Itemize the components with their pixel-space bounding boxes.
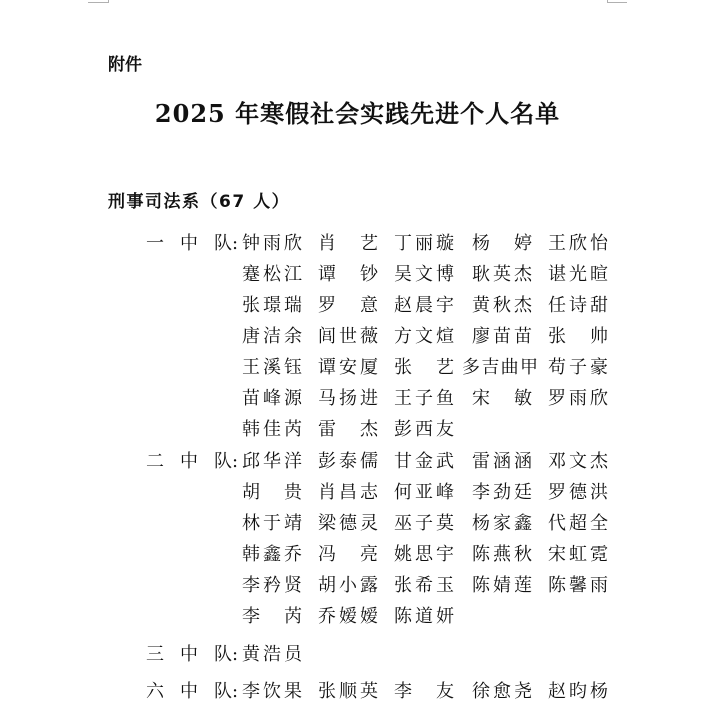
person-name: 闾世薇 [318,326,378,347]
person-name: 赵昀杨 [548,681,608,702]
crop-mark-top-left [88,2,108,3]
person-name: 肖 艺 [318,233,378,254]
crop-mark-top-right-vertical [607,0,608,3]
person-name: 张顺英 [318,681,378,702]
attachment-label: 附件 [108,55,142,75]
crop-mark-top-right [607,2,627,3]
person-name: 王溪钰 [242,357,302,378]
person-name: 杨家鑫 [472,513,532,534]
person-name: 杨 婷 [472,233,532,254]
person-name: 甘金武 [394,451,454,472]
crop-mark-top-left-vertical [108,0,109,3]
person-name: 黄秋杰 [472,295,532,316]
person-name: 韩鑫乔 [242,544,302,565]
person-name: 张 艺 [394,357,454,378]
person-name: 耿英杰 [472,264,532,285]
person-name: 谭 钞 [318,264,378,285]
person-name: 邓文杰 [548,451,608,472]
person-name: 李劲廷 [472,482,532,503]
person-name: 陈婧莲 [472,575,532,596]
page-title: 2025 年寒假社会实践先进个人名单 [154,99,561,128]
person-name: 蹇松江 [242,264,302,285]
person-name: 代超全 [548,513,608,534]
person-name: 韩佳芮 [242,419,302,440]
person-name: 苟子豪 [548,357,608,378]
person-name: 陈道妍 [394,606,454,627]
person-name: 张璟瑞 [242,295,302,316]
person-name: 吴文博 [394,264,454,285]
team-label: 二 中 队: [146,451,239,472]
person-name: 钟雨欣 [242,233,302,254]
person-name: 张希玉 [394,575,454,596]
person-name: 唐洁余 [242,326,302,347]
person-name: 罗雨欣 [548,388,608,409]
person-name: 乔嫒嫒 [318,606,378,627]
person-name: 彭泰儒 [318,451,378,472]
person-name: 冯 亮 [318,544,378,565]
person-name: 宋 敏 [472,388,532,409]
person-name: 胡 贵 [242,482,302,503]
person-name: 李 友 [394,681,454,702]
person-name: 肖昌志 [318,482,378,503]
person-name: 黄浩员 [242,644,302,665]
person-name: 宋虹霓 [548,544,608,565]
person-name: 多吉曲甲 [462,357,538,378]
person-name: 彭西友 [394,419,454,440]
person-name: 李 芮 [242,606,302,627]
person-name: 罗 意 [318,295,378,316]
person-name: 丁丽璇 [394,233,454,254]
person-name: 谭安厦 [318,357,378,378]
person-name: 陈燕秋 [472,544,532,565]
person-name: 张 帅 [548,326,608,347]
person-name: 苗峰源 [242,388,302,409]
person-name: 王欣怡 [548,233,608,254]
person-name: 陈馨雨 [548,575,608,596]
person-name: 廖苗苗 [472,326,532,347]
person-name: 李饮果 [242,681,302,702]
team-label: 三 中 队: [146,644,239,665]
person-name: 何亚峰 [394,482,454,503]
person-name: 马扬进 [318,388,378,409]
person-name: 林于靖 [242,513,302,534]
person-name: 胡小露 [318,575,378,596]
person-name: 徐愈尧 [472,681,532,702]
person-name: 姚思宇 [394,544,454,565]
person-name: 罗德洪 [548,482,608,503]
person-name: 方文煊 [394,326,454,347]
team-label: 六 中 队: [146,681,239,702]
person-name: 王子鱼 [394,388,454,409]
person-name: 雷 杰 [318,419,378,440]
person-name: 谌光暄 [548,264,608,285]
department-heading: 刑事司法系（67 人） [108,192,291,212]
person-name: 梁德灵 [318,513,378,534]
team-label: 一 中 队: [146,233,239,254]
person-name: 巫子莫 [394,513,454,534]
person-name: 任诗甜 [548,295,608,316]
person-name: 李矜贤 [242,575,302,596]
person-name: 赵晨宇 [394,295,454,316]
person-name: 雷涵涵 [472,451,532,472]
person-name: 邱华洋 [242,451,302,472]
